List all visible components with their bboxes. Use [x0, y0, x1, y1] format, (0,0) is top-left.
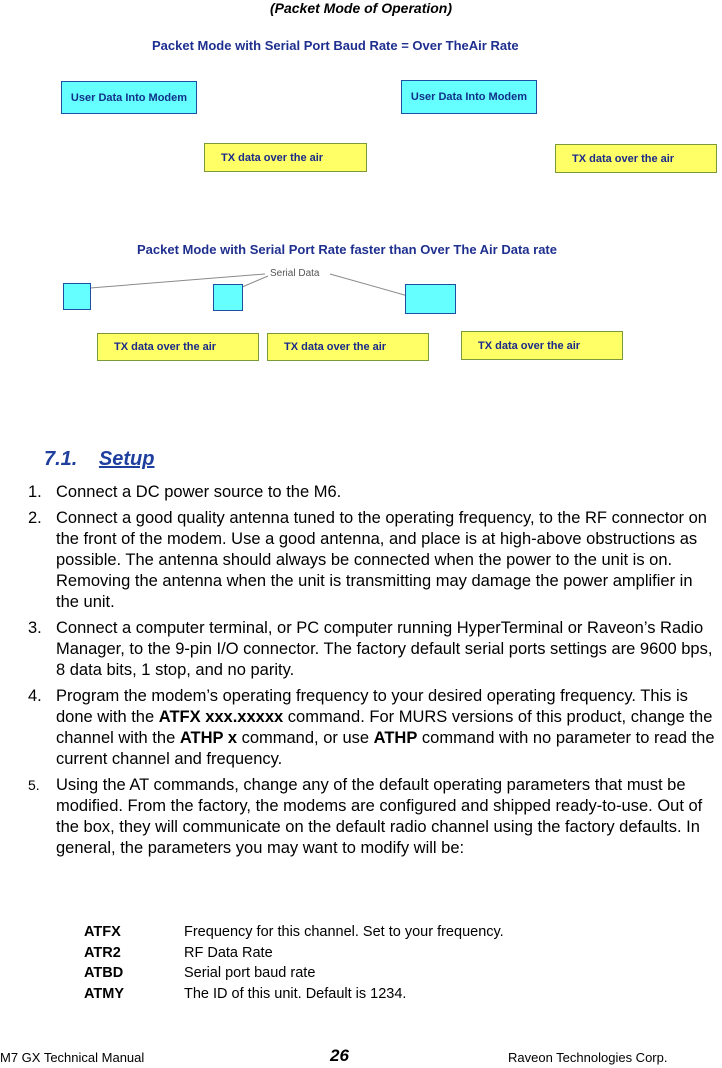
footer-manual-title: M7 GX Technical Manual — [0, 1050, 145, 1065]
step-text-part: command. For MURS versions of this product, change the channel with the — [56, 708, 713, 747]
footer-company: Raveon Technologies Corp. — [508, 1050, 668, 1065]
step-number: 5. — [28, 777, 40, 793]
table-row — [84, 984, 504, 1005]
tx-box-3: TX data over the air — [97, 333, 259, 361]
command-athp: ATHP — [373, 729, 418, 747]
list-item — [0, 686, 722, 770]
setup-steps — [0, 482, 722, 864]
diagram2-title: Packet Mode with Serial Port Rate faster than Over The Air Data rate — [137, 242, 557, 257]
serial-packet-box-1 — [63, 283, 91, 310]
step-text-part: command, or use — [237, 729, 374, 747]
step-text: Connect a good quality antenna tuned to the operating frequency, to the RF connector on the front of the modem. Use a good antenna, and place is at high-above obstructions as possible. The antenna should always be connected when the power to the unit is on. Removing the antenna when the unit is transmitting may damage the power amplifier in the unit. — [56, 509, 707, 611]
step-number: 2. — [28, 509, 42, 527]
table-row — [84, 943, 504, 964]
parameter-table — [84, 922, 504, 1004]
table-row — [84, 922, 504, 943]
page-caption: (Packet Mode of Operation) — [269, 0, 453, 16]
section-number: 7.1. — [44, 448, 78, 470]
step-text-part: command with no parameter to read the current channel and frequency. — [56, 729, 715, 768]
step-text: Connect a DC power source to the M6. — [56, 483, 342, 501]
param-description: Frequency for this channel. Set to your frequency. — [184, 924, 504, 940]
serial-packet-box-3 — [405, 284, 456, 314]
list-item — [0, 508, 722, 613]
section-title: Setup — [98, 448, 155, 470]
step-number: 1. — [28, 483, 42, 501]
tx-box-4: TX data over the air — [267, 333, 429, 361]
table-row — [84, 963, 504, 984]
serial-data-label: Serial Data — [270, 268, 320, 279]
diagram1-title: Packet Mode with Serial Port Baud Rate = Over TheAir Rate — [152, 38, 519, 53]
step-text: Connect a computer terminal, or PC computer running HyperTerminal or Raveon’s Radio Manager, to the 9-pin I/O connector. The factory default serial ports settings are 9600 bps, 8 data bits, 1 stop, and no parity. — [56, 619, 713, 679]
param-command: ATMY — [84, 985, 125, 1002]
param-command: ATR2 — [84, 944, 121, 961]
tx-box-2: TX data over the air — [555, 144, 717, 173]
param-description: Serial port baud rate — [184, 965, 316, 981]
step-text-part: Program the modem’s operating frequency to your desired operating frequency. This is done with the — [56, 687, 688, 726]
tx-box-5: TX data over the air — [461, 331, 623, 360]
serial-packet-box-2 — [213, 284, 243, 311]
list-item — [0, 482, 722, 503]
list-item — [0, 618, 722, 681]
serial-line-3 — [330, 274, 408, 296]
user-data-box-2: User Data Into Modem — [401, 80, 537, 114]
param-description: RF Data Rate — [184, 944, 273, 961]
param-command: ATFX — [84, 924, 121, 940]
footer-page-number: 26 — [330, 1046, 349, 1065]
step-number: 3. — [28, 619, 42, 637]
command-athp-x: ATHP x — [179, 729, 237, 747]
section-heading — [44, 448, 154, 471]
param-command: ATBD — [84, 965, 124, 981]
step-number: 4. — [28, 687, 42, 705]
step-text: Using the AT commands, change any of the default operating parameters that must be modified. From the factory, the modems are configured and shipped ready-to-use. Out of the box, they will communicate on the default radio channel using the factory defaults. In general, the parameters you may want to modify will be: — [56, 776, 703, 857]
list-item — [0, 775, 722, 859]
user-data-box-1: User Data Into Modem — [61, 81, 197, 114]
param-description: The ID of this unit. Default is 1234. — [184, 985, 407, 1002]
command-atfx: ATFX xxx.xxxxx — [158, 708, 284, 726]
tx-box-1: TX data over the air — [204, 143, 367, 172]
serial-data-lines — [0, 260, 722, 320]
